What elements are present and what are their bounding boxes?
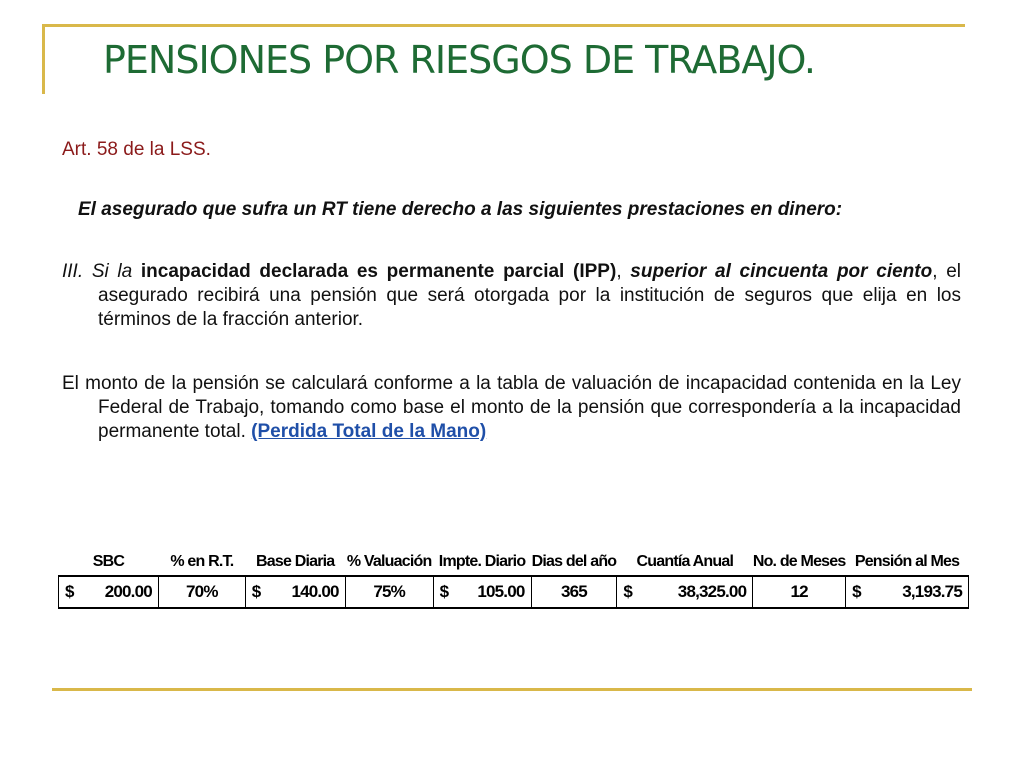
- frame-bottom-line: [52, 688, 972, 691]
- header-pension-mes: Pensión al Mes: [854, 552, 960, 570]
- header-pct-rt: % en R.T.: [170, 552, 234, 570]
- currency-symbol: $: [623, 582, 633, 601]
- cell-base-diaria: [245, 576, 345, 608]
- header-cuantia-anual: Cuantía Anual: [636, 552, 734, 570]
- paragraph-fraccion-iii-rest: , el asegurado recibirá una pensión que será otorgada por la institución de seguros que elija en los términos de la fracción anterior.: [98, 261, 961, 330]
- paragraph-fraccion-iii-separator: ,: [616, 261, 631, 282]
- cell-no-meses: 12: [753, 576, 846, 608]
- paragraph-monto-text: El monto de la pensión se calculará conforme a la tabla de valuación de incapacidad contenida en la Ley Federal de Trabajo, tomando como base el monto de la pensión que correspondería a la incapacidad permanente total.: [62, 373, 961, 442]
- perdida-total-mano-link[interactable]: (Perdida Total de la Mano): [251, 421, 487, 442]
- value-cuantia-anual: 38,325.00: [677, 582, 747, 601]
- header-sbc: SBC: [92, 552, 125, 570]
- value-impte-diario: 105.00: [477, 582, 525, 601]
- header-no-meses: No. de Meses: [752, 552, 846, 570]
- value-sbc: 200.00: [104, 582, 152, 601]
- table-header-row: [59, 548, 969, 576]
- header-impte-diario: Impte. Diario: [438, 552, 526, 570]
- cell-pct-rt: 70%: [158, 576, 245, 608]
- cell-sbc: [59, 576, 159, 608]
- frame-left-line: [42, 24, 45, 94]
- slide-title: PENSIONES POR RIESGOS DE TRABAJO.: [103, 38, 815, 82]
- currency-symbol: $: [251, 582, 261, 601]
- frame-top-line: [42, 24, 965, 27]
- cell-pct-valuacion: 75%: [345, 576, 433, 608]
- superior-cincuenta-text: superior al cincuenta por ciento: [630, 261, 933, 282]
- cell-pension-mes: [846, 576, 969, 608]
- paragraph-monto-pension: [62, 372, 961, 444]
- pension-calculation-table: [58, 548, 969, 609]
- article-reference: Art. 58 de la LSS.: [62, 139, 211, 160]
- paragraph-fraccion-iii-prefix: III. Si la: [62, 261, 141, 282]
- currency-symbol: $: [439, 582, 449, 601]
- value-base-diaria: 140.00: [291, 582, 339, 601]
- ipp-text: incapacidad declarada es permanente parcial (IPP): [140, 261, 617, 282]
- header-dias-anio: Dias del año: [531, 552, 617, 570]
- paragraph-fraccion-iii: [62, 260, 961, 332]
- header-pct-valuacion: % Valuación: [346, 552, 432, 570]
- cell-dias-anio: 365: [531, 576, 617, 608]
- value-pension-mes: 3,193.75: [902, 582, 962, 601]
- table-row: [59, 576, 969, 608]
- header-base-diaria: Base Diaria: [256, 552, 335, 570]
- currency-symbol: $: [852, 582, 861, 601]
- slide-content: [62, 138, 961, 444]
- cell-cuantia-anual: [617, 576, 753, 608]
- cell-impte-diario: [433, 576, 531, 608]
- currency-symbol: $: [65, 582, 74, 601]
- paragraph-prestaciones: El asegurado que sufra un RT tiene derecho a las siguientes prestaciones en dinero:: [78, 199, 843, 220]
